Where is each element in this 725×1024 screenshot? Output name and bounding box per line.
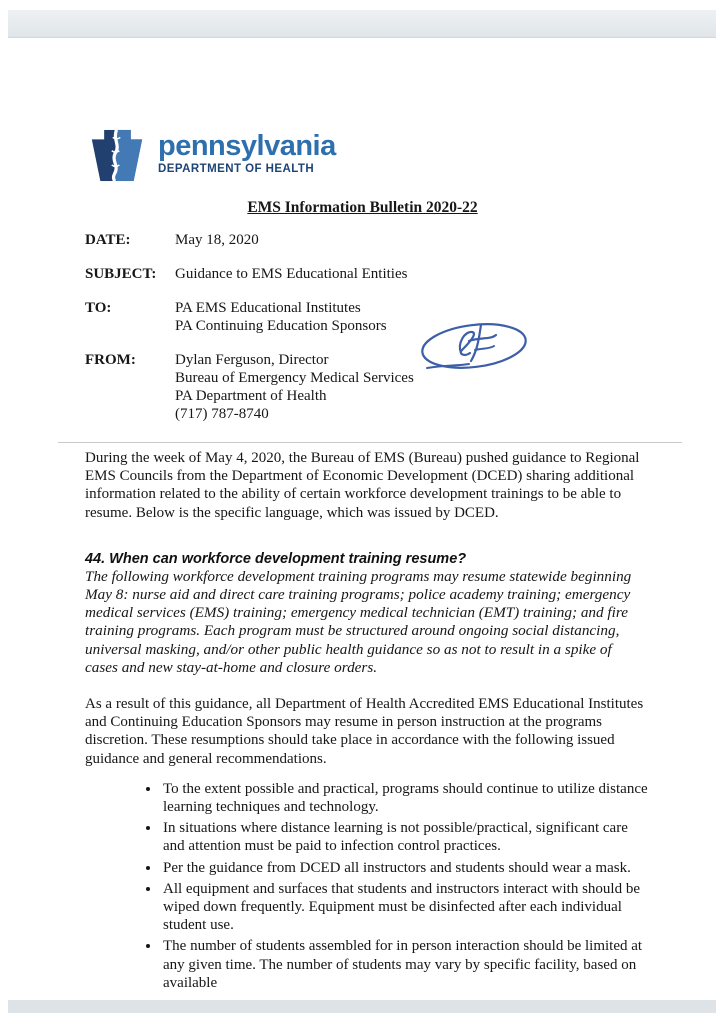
meta-row-from [85, 351, 651, 423]
meta-value-from-line3: PA Department of Health [175, 388, 327, 404]
dced-quote-body: The following workforce development training programs may resume statewide beginning May 8: nurse aid and direct care training programs; police academy training; emergency medical services (EMS) training; emergency medical technician (EMT) training; and fire training programs. Each program must be structured around ongoing social distancing, universal masking, and/or other public health guidance so as not to result in a spike of cases and new stay-at-home and closure orders. [85, 567, 632, 676]
recommendation-item: • To the extent possible and practical, programs should continue to utilize distance learning techniques and technology. [161, 780, 648, 816]
recommendation-item: • In situations where distance learning is not possible/practical, significant care and attention must be paid to infection control practices. [161, 819, 648, 855]
meta-label-from: FROM: [85, 352, 136, 368]
meta-block [85, 231, 651, 439]
logo-brand: pennsylvania [158, 130, 336, 162]
paragraph-result: As a result of this guidance, all Department of Health Accredited EMS Educational Institutes and Continuing Education Sponsors may resume in person instruction at the programs discretion. These resumptions should take place in accordance with the following issued guidance and general recommendations. [85, 696, 644, 767]
meta-row-date [85, 231, 651, 249]
meta-value-date: May 18, 2020 [175, 232, 259, 248]
recommendation-list [85, 780, 648, 992]
paragraph-intro: During the week of May 4, 2020, the Bureau of EMS (Bureau) pushed guidance to Regional EMS Councils from the Department of Economic Development (DCED) sharing additional information related to the ability of certain workforce development trainings to be able to resume. Below is the specific language, which was issued by DCED. [85, 450, 640, 521]
meta-value-subject: Guidance to EMS Educational Entities [175, 266, 408, 282]
meta-label-subject: SUBJECT: [85, 266, 157, 282]
meta-row-subject [85, 265, 651, 283]
meta-value-from-line2: Bureau of Emergency Medical Services [175, 370, 414, 386]
pa-doh-logo [88, 126, 336, 185]
dced-quote-heading: 44. When can workforce development training resume? [85, 550, 467, 567]
section-divider [58, 442, 682, 443]
meta-label-to: TO: [85, 300, 112, 316]
logo-text [158, 126, 336, 175]
scanner-band-bottom [8, 1000, 716, 1013]
meta-value-from-line1: Dylan Ferguson, Director [175, 352, 329, 368]
bulletin-title: EMS Information Bulletin 2020-22 [247, 199, 478, 216]
meta-label-date: DATE: [85, 232, 131, 248]
keystone-caduceus-icon [88, 126, 145, 185]
logo-subtitle: DEPARTMENT OF HEALTH [158, 163, 315, 175]
meta-value-to-line1: PA EMS Educational Institutes [175, 300, 361, 316]
recommendation-item: • All equipment and surfaces that students and instructors interact with should be wiped down frequently. Equipment must be disinfected after each individual student use. [161, 880, 648, 935]
meta-value-from-line4: (717) 787-8740 [175, 406, 269, 422]
document-body [85, 449, 648, 995]
scanner-band-top [8, 10, 716, 38]
meta-value-to-line2: PA Continuing Education Sponsors [175, 318, 387, 334]
recommendation-item: • The number of students assembled for in person interaction should be limited at any given time. The number of students may vary by specific facility, based on available [161, 937, 648, 992]
recommendation-item: • Per the guidance from DCED all instructors and students should wear a mask. [161, 859, 648, 877]
meta-row-to [85, 299, 651, 335]
